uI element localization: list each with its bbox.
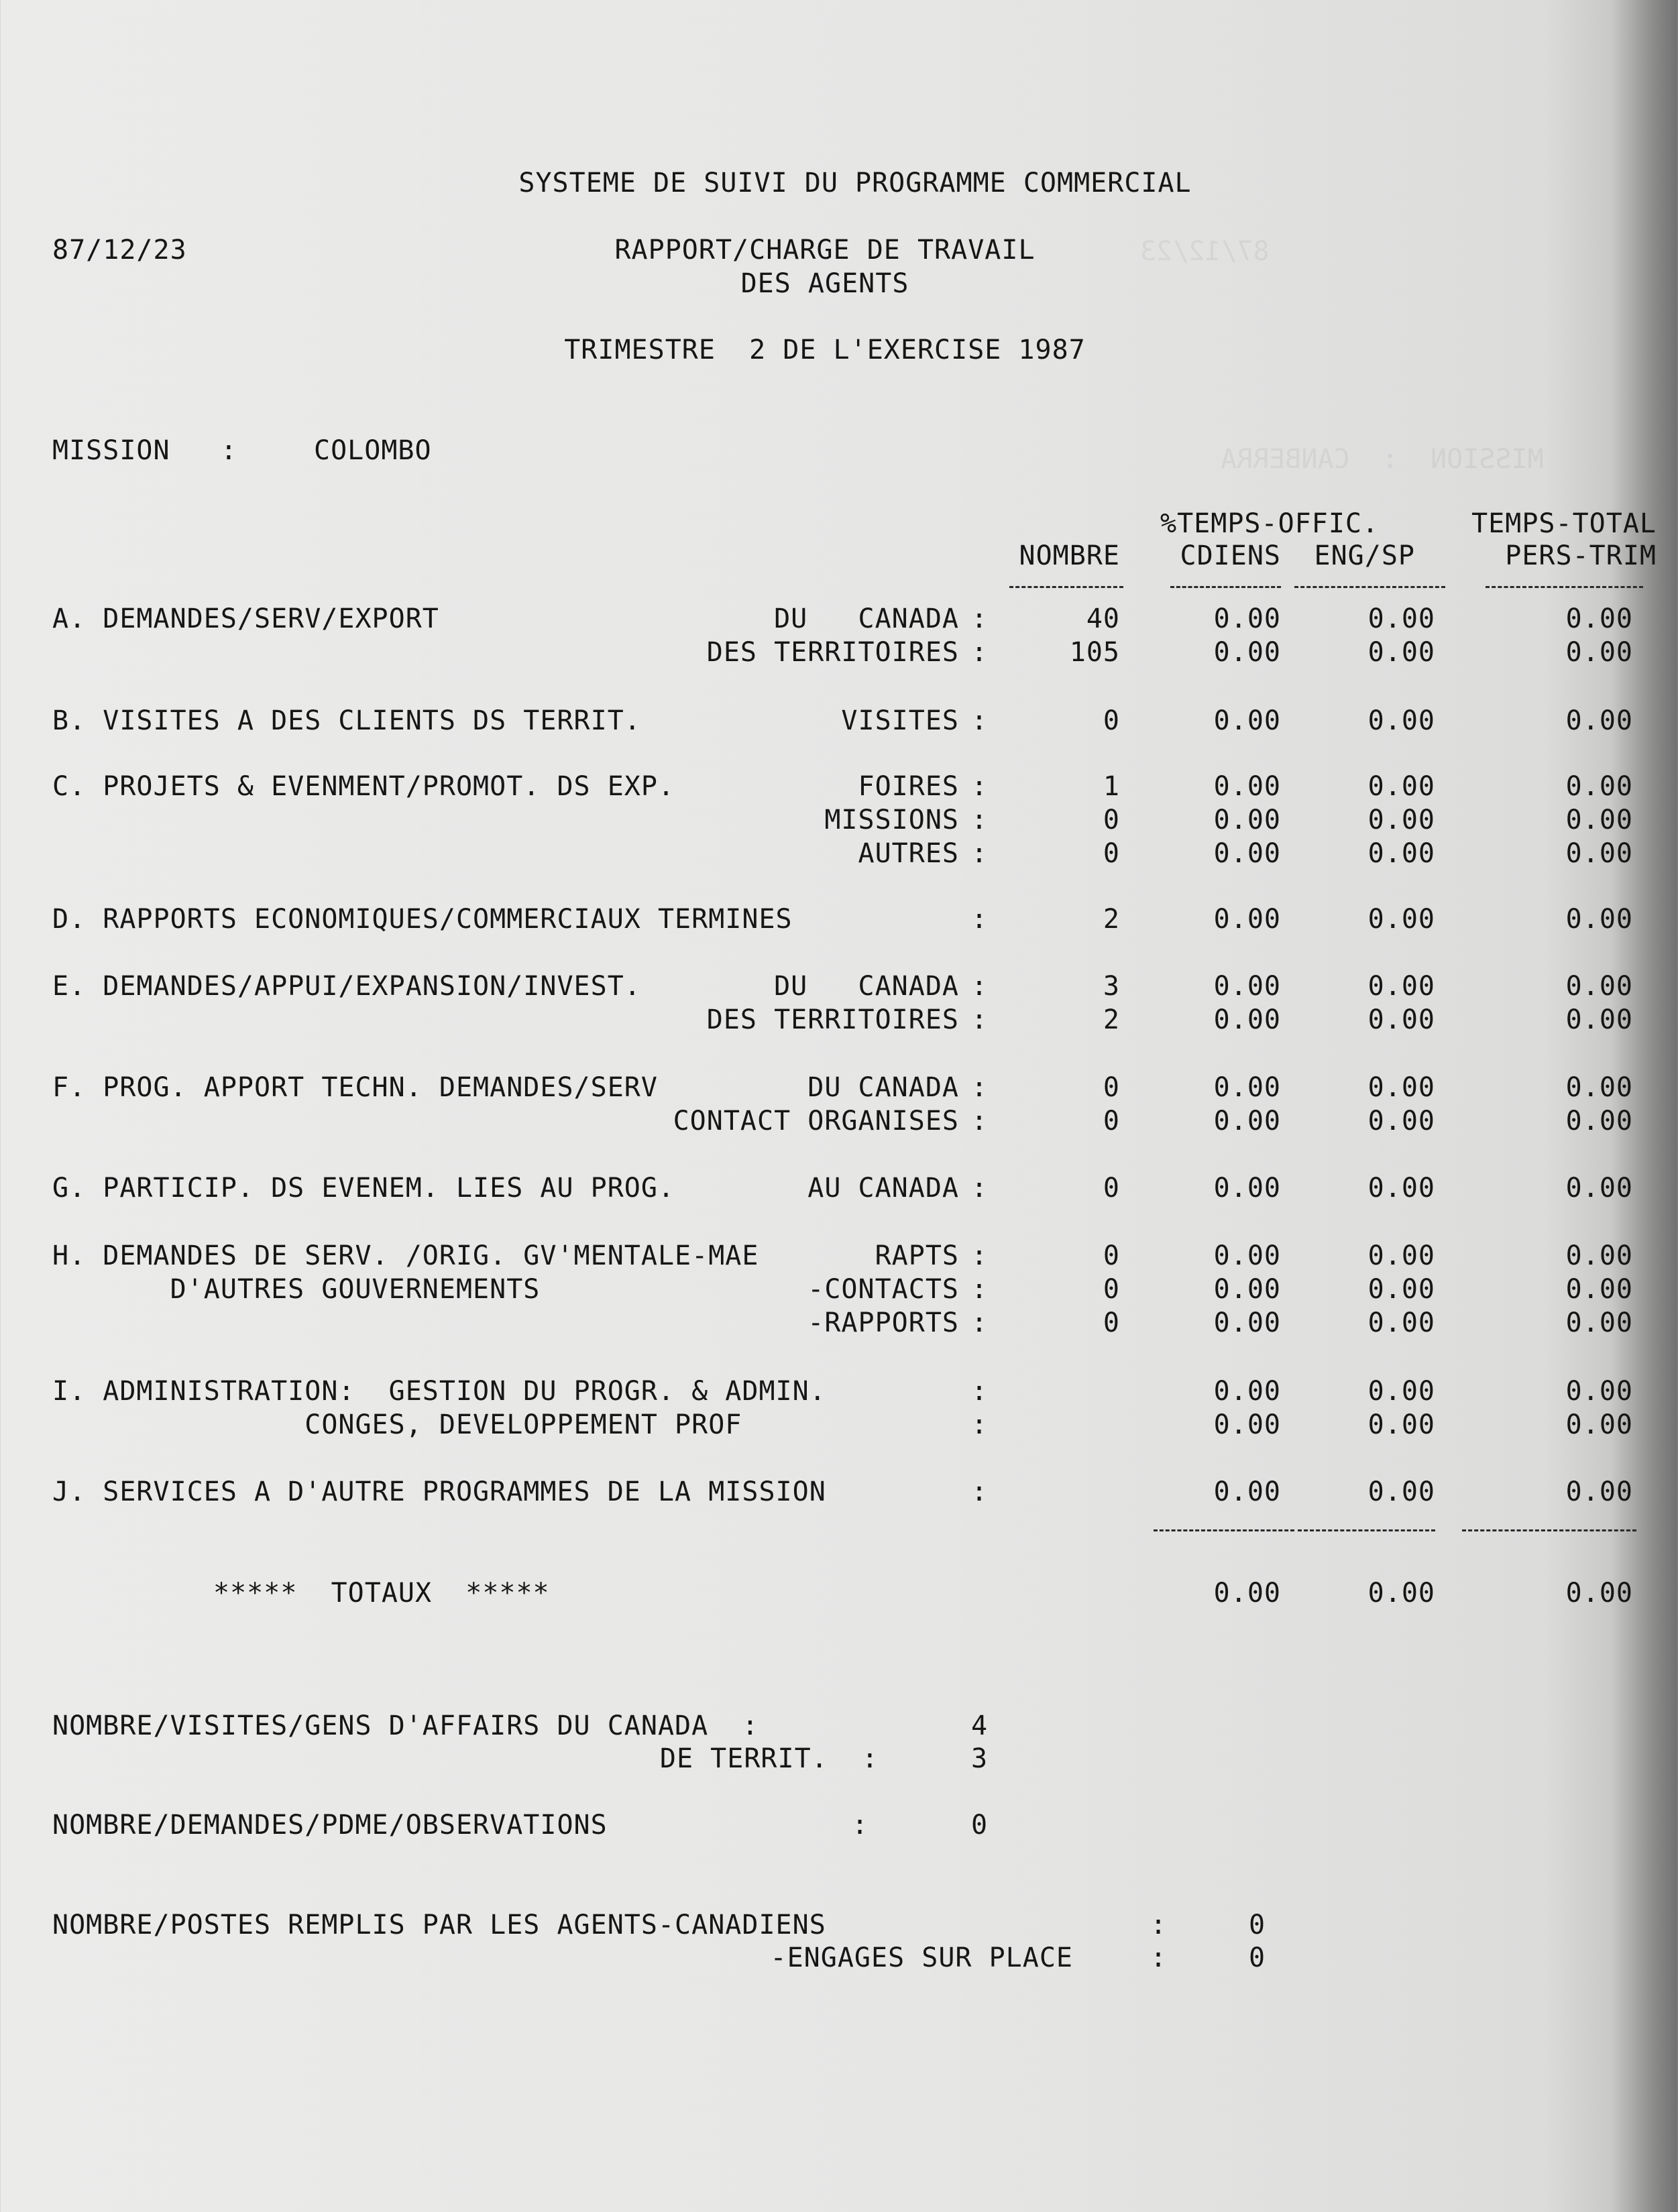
totals-cdiens: 0.00 [1213, 1578, 1281, 1609]
cell-cdiens: 0.00 [1213, 1409, 1281, 1440]
cell-nombre: 0 [1103, 1072, 1120, 1103]
cell-sep: : [971, 971, 989, 1002]
cell-engsp: 0.00 [1367, 1072, 1435, 1103]
totals-label: ***** TOTAUX ***** [213, 1578, 550, 1609]
column-rule-engsp [1294, 586, 1445, 588]
cell-engsp: 0.00 [1367, 771, 1435, 802]
cell-engsp: 0.00 [1367, 1240, 1435, 1271]
cell-mid: VISITES [841, 705, 959, 736]
cell-sep: : [971, 1240, 989, 1271]
cell-cdiens: 0.00 [1213, 1173, 1281, 1204]
totals-rule-perstrim [1462, 1529, 1636, 1531]
cell-cdiens: 0.00 [1213, 603, 1281, 634]
cell-cdiens: 0.00 [1213, 904, 1281, 935]
cell-left: J. SERVICES A D'AUTRE PROGRAMMES DE LA MISSION [52, 1476, 826, 1507]
cell-cdiens: 0.00 [1213, 838, 1281, 869]
demandes-pdme-sep: : [852, 1810, 869, 1841]
cell-cdiens: 0.00 [1213, 637, 1281, 668]
cell-engsp: 0.00 [1367, 904, 1435, 935]
cell-cdiens: 0.00 [1213, 971, 1281, 1002]
cell-nombre: 105 [1069, 637, 1120, 668]
mission-label: MISSION : [52, 435, 237, 466]
cell-engsp: 0.00 [1367, 1376, 1435, 1407]
cell-nombre: 0 [1103, 805, 1120, 835]
column-header-nombre: NOMBRE [1019, 540, 1120, 571]
cell-sep: : [971, 904, 989, 935]
cell-sep: : [971, 1072, 989, 1103]
cell-left: E. DEMANDES/APPUI/EXPANSION/INVEST. [52, 971, 641, 1002]
cell-left: A. DEMANDES/SERV/EXPORT [52, 603, 439, 634]
cell-perstrim: 0.00 [1565, 1274, 1633, 1305]
cell-mid: CONTACT ORGANISES [673, 1106, 959, 1137]
column-rule-perstrim [1486, 586, 1643, 588]
cell-sep: : [971, 1106, 989, 1137]
cell-perstrim: 0.00 [1565, 1106, 1633, 1137]
demandes-pdme-label: NOMBRE/DEMANDES/PDME/OBSERVATIONS [52, 1810, 608, 1841]
cell-mid: FOIRES [858, 771, 959, 802]
cell-engsp: 0.00 [1367, 838, 1435, 869]
cell-nombre: 0 [1103, 705, 1120, 736]
column-rule-nombre [1009, 586, 1123, 588]
cell-engsp: 0.00 [1367, 1307, 1435, 1338]
cell-cdiens: 0.00 [1213, 1240, 1281, 1271]
cell-engsp: 0.00 [1367, 1004, 1435, 1035]
cell-cdiens: 0.00 [1213, 1106, 1281, 1137]
cell-engsp: 0.00 [1367, 603, 1435, 634]
cell-left: D'AUTRES GOUVERNEMENTS [52, 1274, 541, 1305]
cell-perstrim: 0.00 [1565, 971, 1633, 1002]
cell-perstrim: 0.00 [1565, 603, 1633, 634]
cell-cdiens: 0.00 [1213, 771, 1281, 802]
postes-canadiens-value: 0 [1249, 1910, 1266, 1940]
cell-sep: : [971, 1004, 989, 1035]
cell-nombre: 2 [1103, 1004, 1120, 1035]
cell-mid: -RAPPORTS [807, 1307, 959, 1338]
cell-sep: : [971, 1173, 989, 1204]
cell-engsp: 0.00 [1367, 1173, 1435, 1204]
cell-left: CONGES, DEVELOPPEMENT PROF [52, 1409, 742, 1440]
cell-nombre: 0 [1103, 1173, 1120, 1204]
totals-engsp: 0.00 [1367, 1578, 1435, 1609]
cell-mid: MISSIONS [824, 805, 959, 835]
cell-nombre: 1 [1103, 771, 1120, 802]
cell-perstrim: 0.00 [1565, 1409, 1633, 1440]
cell-mid: DU CANADA [774, 971, 959, 1002]
column-header-perstrim: PERS-TRIM [1505, 540, 1657, 571]
cell-perstrim: 0.00 [1565, 771, 1633, 802]
cell-sep: : [971, 1409, 989, 1440]
visites-label-canada: NOMBRE/VISITES/GENS D'AFFAIRS DU CANADA : [52, 1710, 759, 1741]
cell-left: C. PROJETS & EVENMENT/PROMOT. DS EXP. [52, 771, 675, 802]
cell-cdiens: 0.00 [1213, 1307, 1281, 1338]
bleed-through-mark: 87/12/23 [1140, 236, 1270, 267]
cell-left: D. RAPPORTS ECONOMIQUES/COMMERCIAUX TERMINES [52, 904, 793, 935]
report-date: 87/12/23 [52, 235, 187, 266]
mission-value: COLOMBO [314, 435, 432, 466]
cell-mid: DU CANADA [774, 603, 959, 634]
report-title-line-1: RAPPORT/CHARGE DE TRAVAIL [614, 235, 1036, 266]
cell-left: G. PARTICIP. DS EVENEM. LIES AU PROG. [52, 1173, 675, 1204]
column-group-temps-offic: %TEMPS-OFFIC. [1160, 508, 1380, 539]
column-header-cdiens: CDIENS [1180, 540, 1281, 571]
cell-perstrim: 0.00 [1565, 1307, 1633, 1338]
cell-nombre: 2 [1103, 904, 1120, 935]
cell-cdiens: 0.00 [1213, 1072, 1281, 1103]
cell-left: F. PROG. APPORT TECHN. DEMANDES/SERV [52, 1072, 658, 1103]
cell-mid: DU CANADA [807, 1072, 959, 1103]
cell-engsp: 0.00 [1367, 1274, 1435, 1305]
cell-perstrim: 0.00 [1565, 1240, 1633, 1271]
cell-perstrim: 0.00 [1565, 705, 1633, 736]
visites-label-territ: DE TERRIT. : [659, 1743, 879, 1774]
cell-nombre: 40 [1086, 603, 1120, 634]
cell-perstrim: 0.00 [1565, 805, 1633, 835]
cell-cdiens: 0.00 [1213, 705, 1281, 736]
demandes-pdme-value: 0 [971, 1810, 989, 1841]
cell-nombre: 0 [1103, 1240, 1120, 1271]
cell-sep: : [971, 771, 989, 802]
cell-perstrim: 0.00 [1565, 637, 1633, 668]
report-period: TRIMESTRE 2 DE L'EXERCISE 1987 [564, 335, 1086, 365]
cell-left: I. ADMINISTRATION: GESTION DU PROGR. & ADMIN. [52, 1376, 826, 1407]
cell-sep: : [971, 637, 989, 668]
postes-canadiens-label: NOMBRE/POSTES REMPLIS PAR LES AGENTS-CANADIENS [52, 1910, 826, 1940]
system-title: SYSTEME DE SUIVI DU PROGRAMME COMMERCIAL [518, 168, 1192, 198]
cell-engsp: 0.00 [1367, 1106, 1435, 1137]
cell-mid: DES TERRITOIRES [706, 637, 959, 668]
cell-engsp: 0.00 [1367, 1476, 1435, 1507]
cell-perstrim: 0.00 [1565, 1376, 1633, 1407]
cell-engsp: 0.00 [1367, 637, 1435, 668]
cell-sep: : [971, 705, 989, 736]
postes-place-label: -ENGAGES SUR PLACE [770, 1942, 1073, 1973]
cell-perstrim: 0.00 [1565, 1004, 1633, 1035]
cell-nombre: 0 [1103, 1106, 1120, 1137]
cell-nombre: 0 [1103, 1274, 1120, 1305]
cell-mid: -CONTACTS [807, 1274, 959, 1305]
cell-left: B. VISITES A DES CLIENTS DS TERRIT. [52, 705, 641, 736]
totals-perstrim: 0.00 [1565, 1578, 1633, 1609]
postes-place-sep: : [1150, 1942, 1168, 1973]
totals-rule-engsp [1298, 1529, 1435, 1531]
cell-engsp: 0.00 [1367, 705, 1435, 736]
cell-cdiens: 0.00 [1213, 1376, 1281, 1407]
cell-cdiens: 0.00 [1213, 1274, 1281, 1305]
cell-sep: : [971, 1476, 989, 1507]
postes-canadiens-sep: : [1150, 1910, 1168, 1940]
cell-sep: : [971, 805, 989, 835]
cell-mid: RAPTS [875, 1240, 959, 1271]
cell-sep: : [971, 1274, 989, 1305]
cell-nombre: 0 [1103, 1307, 1120, 1338]
totals-rule-cdiens [1154, 1529, 1294, 1531]
cell-left: H. DEMANDES DE SERV. /ORIG. GV'MENTALE-MAE [52, 1240, 759, 1271]
bleed-through-mark: MISSION : CANBERRA [1221, 444, 1544, 475]
cell-mid: AU CANADA [807, 1173, 959, 1204]
cell-cdiens: 0.00 [1213, 1004, 1281, 1035]
cell-nombre: 3 [1103, 971, 1120, 1002]
cell-perstrim: 0.00 [1565, 904, 1633, 935]
cell-sep: : [971, 838, 989, 869]
visites-value-territ: 3 [971, 1743, 989, 1774]
cell-nombre: 0 [1103, 838, 1120, 869]
cell-sep: : [971, 1307, 989, 1338]
cell-perstrim: 0.00 [1565, 1476, 1633, 1507]
postes-place-value: 0 [1249, 1942, 1266, 1973]
cell-sep: : [971, 1376, 989, 1407]
report-title-line-2: DES AGENTS [740, 268, 909, 299]
cell-cdiens: 0.00 [1213, 805, 1281, 835]
cell-mid: AUTRES [858, 838, 959, 869]
cell-perstrim: 0.00 [1565, 1072, 1633, 1103]
cell-sep: : [971, 603, 989, 634]
column-group-temps-total: TEMPS-TOTAL [1471, 508, 1657, 539]
cell-engsp: 0.00 [1367, 1409, 1435, 1440]
cell-engsp: 0.00 [1367, 971, 1435, 1002]
visites-value-canada: 4 [971, 1710, 989, 1741]
column-header-engsp: ENG/SP [1314, 540, 1415, 571]
cell-perstrim: 0.00 [1565, 1173, 1633, 1204]
column-rule-cdiens [1170, 586, 1281, 588]
cell-mid: DES TERRITOIRES [706, 1004, 959, 1035]
cell-perstrim: 0.00 [1565, 838, 1633, 869]
cell-engsp: 0.00 [1367, 805, 1435, 835]
cell-cdiens: 0.00 [1213, 1476, 1281, 1507]
